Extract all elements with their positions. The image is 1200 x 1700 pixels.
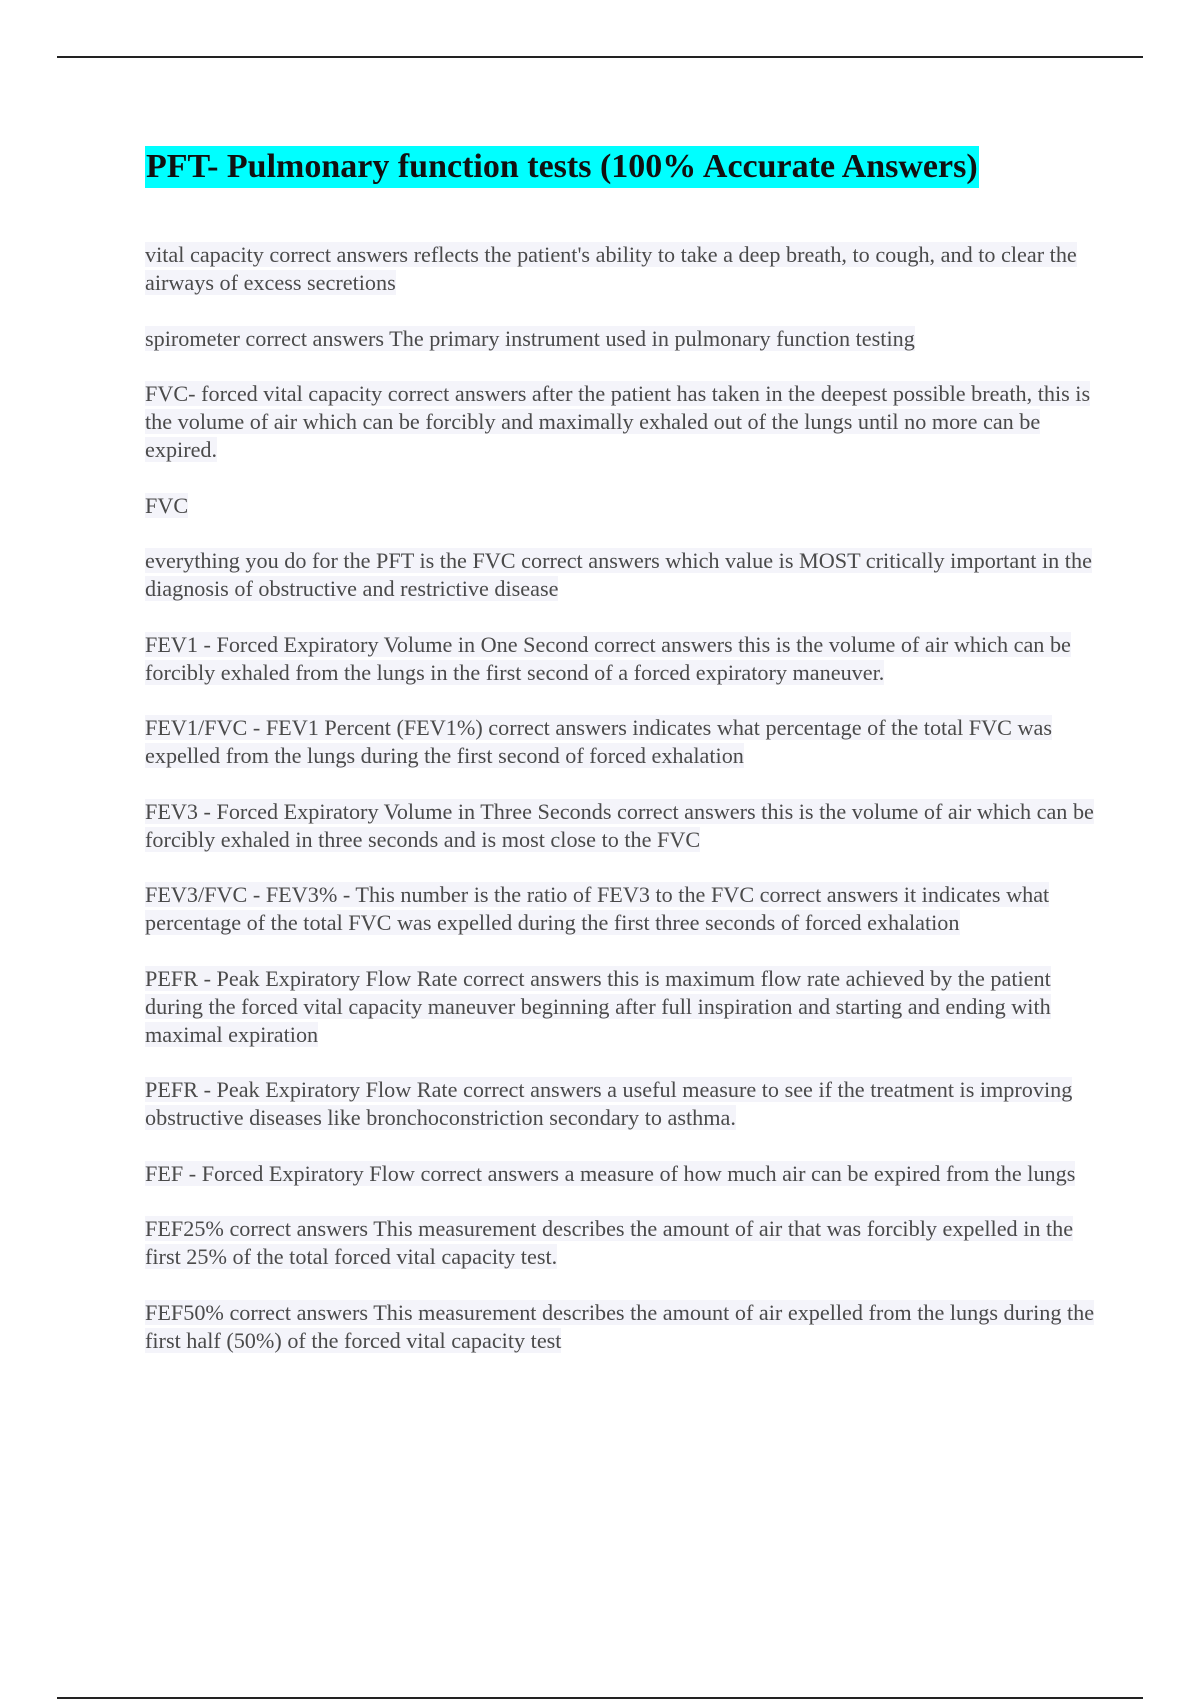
list-item [145, 1299, 1095, 1355]
document-title: PFT- Pulmonary function tests (100% Accurate Answers) [145, 146, 979, 188]
list-item [145, 547, 1095, 603]
entry-text: FEF50% correct answers This measurement describes the amount of air expelled from the lungs during the first half (50%) of the forced vital capacity test [145, 1299, 1095, 1353]
list-item [145, 714, 1095, 770]
list-item [145, 492, 1095, 520]
list-item [145, 1215, 1095, 1271]
document-body [145, 146, 1095, 1382]
list-item [145, 380, 1095, 464]
entry-text: FVC- forced vital capacity correct answers after the patient has taken in the deepest possible breath, this is the volume of air which can be forcibly and maximally exhaled out of the lungs until no more can be expired. [145, 381, 1091, 462]
header-rule [57, 56, 1143, 58]
entry-text: everything you do for the PFT is the FVC correct answers which value is MOST critically important in the diagnosis of obstructive and restrictive disease [145, 548, 1092, 601]
entry-text: FEV1/FVC - FEV1 Percent (FEV1%) correct answers indicates what percentage of the total FVC was expelled from the lungs during the first second of forced exhalation [145, 715, 1052, 768]
list-item [145, 881, 1095, 937]
entry-text: PEFR - Peak Expiratory Flow Rate correct answers a useful measure to see if the treatment is improving obstructive diseases like bronchoconstriction secondary to asthma. [145, 1077, 1073, 1130]
entry-list [145, 241, 1095, 1355]
list-item [145, 798, 1095, 854]
entry-text: FEV3 - Forced Expiratory Volume in Three Seconds correct answers this is the volume of air which can be forcibly exhaled in three seconds and is most close to the FVC [145, 798, 1094, 852]
list-item [145, 1160, 1095, 1188]
entry-text: FVC [145, 492, 189, 518]
list-item [145, 241, 1095, 297]
entry-text: FEF25% correct answers This measurement describes the amount of air that was forcibly expelled in the first 25% of the total forced vital capacity test. [145, 1216, 1074, 1269]
list-item [145, 965, 1095, 1049]
list-item [145, 1076, 1095, 1132]
footer-rule [57, 1697, 1143, 1699]
list-item [145, 631, 1095, 687]
entry-text: FEV1 - Forced Expiratory Volume in One Second correct answers this is the volume of air which can be forcibly exhaled from the lungs in the first second of a forced expiratory maneuver. [145, 631, 1071, 685]
entry-text: spirometer correct answers The primary instrument used in pulmonary function testing [145, 325, 915, 351]
entry-text: FEF - Forced Expiratory Flow correct answers a measure of how much air can be expired from the lungs [145, 1160, 1076, 1186]
list-item [145, 325, 1095, 353]
entry-text: vital capacity correct answers reflects the patient's ability to take a deep breath, to cough, and to clear the airways of excess secretions [145, 242, 1077, 295]
entry-text: PEFR - Peak Expiratory Flow Rate correct answers this is maximum flow rate achieved by the patient during the forced vital capacity maneuver beginning after full inspiration and starting and ending with maximal expiration [145, 965, 1051, 1047]
entry-text: FEV3/FVC - FEV3% - This number is the ratio of FEV3 to the FVC correct answers it indicates what percentage of the total FVC was expelled during the first three seconds of forced exhalation [145, 882, 1050, 935]
